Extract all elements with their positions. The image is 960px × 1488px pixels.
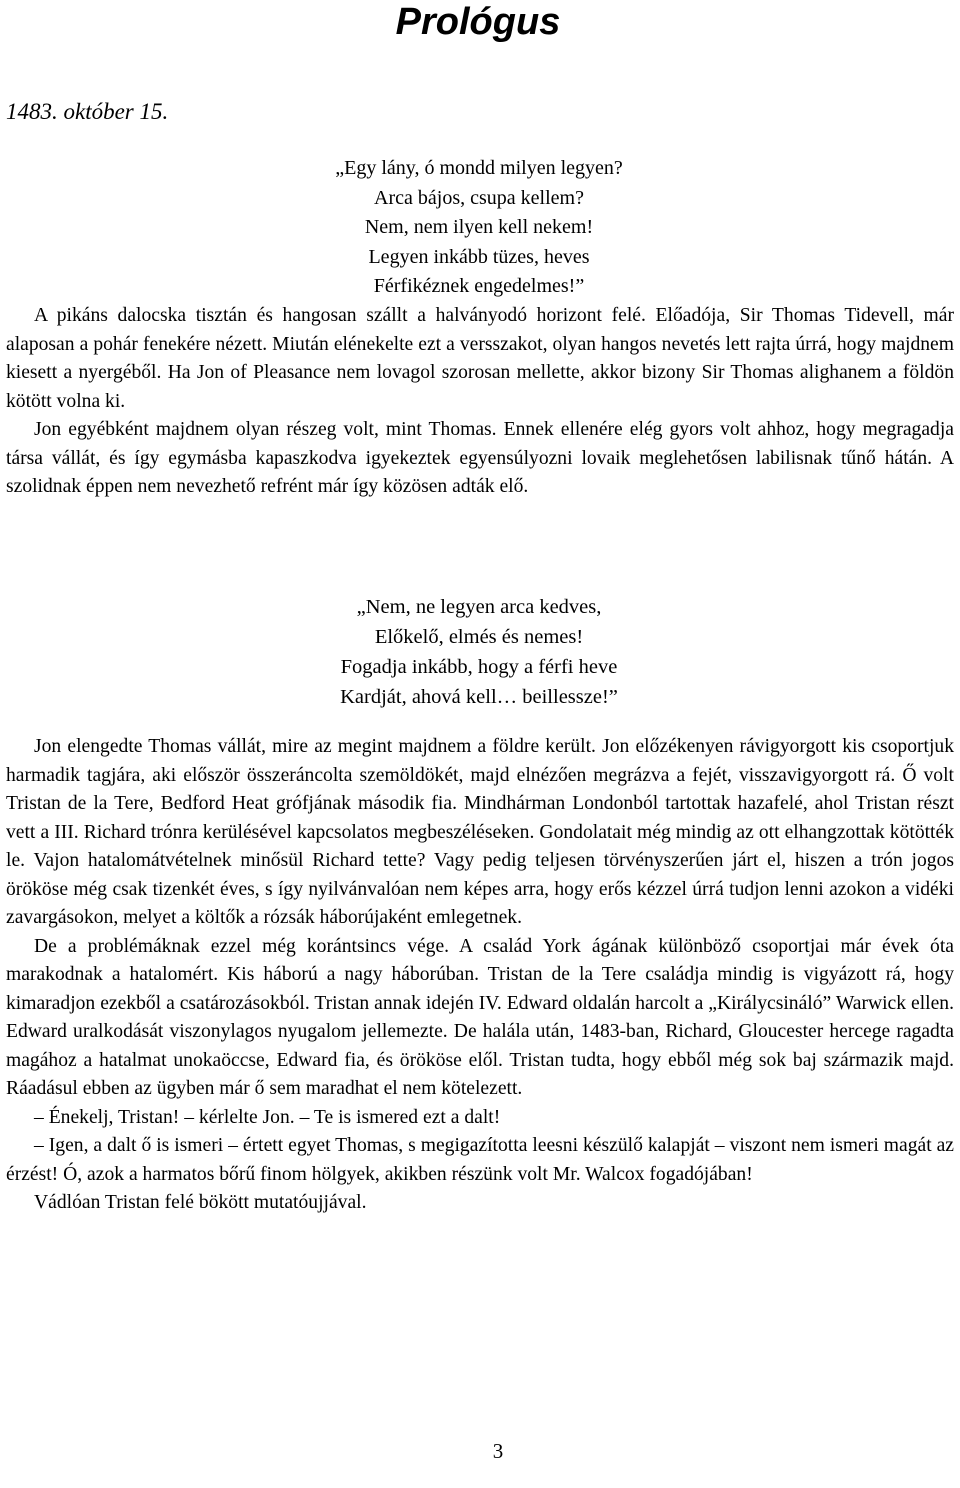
paragraph: Jon elengedte Thomas vállát, mire az megint majdnem a földre került. Jon előzékenyen rávigyorgott kis csoportjuk harmadik tagjára, aki először összeráncolta szemöldökét, majd elnézően megrázva a fejét, visszavigyorgott rá. Ő volt Tristan de la Tere, Bedford Heat grófjának második fia. Mindhárman Londonból tartottak hazafelé, ahol Tristan részt vett a III. Richard trónra kerülésével kapcsolatos megbeszéléseken. Gondolatait még mindig az ott elhangzottak kötötték le. Vajon hatalomátvételnek minősül Richard tette? Vagy pedig teljesen törvényszerűen járt el, hiszen a trón jogos örököse még csak tizenkét éves, s így nyilvánvalóan nem képes arra, hogy erős kézzel úrrá tudjon lenni azokon a vidéki zavargásokon, melyet a költők a rózsák háborújaként emlegetnek. <box>6 736 954 928</box>
chapter-date: 1483. október 15. <box>6 99 169 124</box>
prose-section-2 <box>6 733 954 1218</box>
paragraph: Jon egyébként majdnem olyan részeg volt, mint Thomas. Ennek ellenére elég gyors volt ahhoz, hogy megragadja társa vállát, és így egymásba kapaszkodva igyekeztek egyensúlyozni lovaik meglehetősen labilisnak tűnő hátán. A szolidnak éppen nem nevezhető refrént már így közösen adták elő. <box>6 419 954 497</box>
chapter-title: Prológus <box>395 1 561 43</box>
song-verse-2 <box>0 592 958 712</box>
verse-line: Fogadja inkább, hogy a férfi heve <box>340 656 618 678</box>
verse-line: Előkelő, elmés és nemes! <box>374 626 584 648</box>
verse-line: Arca bájos, csupa kellem? <box>374 186 584 209</box>
verse-line: Legyen inkább tüzes, heves <box>368 245 590 268</box>
paragraph: De a problémáknak ezzel még korántsincs vége. A család York ágának különböző csoportjai már évek óta marakodnak a hatalomért. Kis háború a nagy háborúban. Tristan de la Tere családja mindig is vigyázott rá, hogy kimaradjon ezekből a csatározásokból. Tristan annak idején IV. Edward oldalán harcolt a „Királycsináló” Warwick ellen. Edward uralkodását viszonylagos nyugalom jellemezte. De halála után, 1483-ban, Richard, Gloucester hercege ragadta magához a hatalmat unokaöccse, Edward fia, és örököse elől. Tristan tudta, hogy ebből még sok baj származik majd. Ráadásul ebben az ügyben már ő sem maradhat el nem kötelezett. <box>6 935 954 1099</box>
verse-line: Férfikéznek engedelmes!” <box>373 275 585 297</box>
paragraph: Vádlóan Tristan felé bökött mutatóujjával. <box>34 1192 367 1213</box>
verse-line: Nem, nem ilyen kell nekem! <box>364 216 594 238</box>
verse-line: „Nem, ne legyen arca kedves, <box>356 596 602 618</box>
verse-line: „Egy lány, ó mondd milyen legyen? <box>335 157 623 179</box>
song-verse-1 <box>0 154 958 302</box>
paragraph: A pikáns dalocska tisztán és hangosan szállt a halványodó horizont felé. Előadója, Sir Thomas Tidevell, már alaposan a pohár fenekére nézett. Miután elénekelte ezt a versszakot, olyan hangos nevetés lett rajta úrrá, hogy majdnem kiesett a nyergéből. Ha Jon of Pleasance nem lovagol szorosan mellette, akkor bizony Sir Thomas alighanem a földön kötött volna ki. <box>6 305 954 412</box>
dialogue-paragraph: – Igen, a dalt ő is ismeri – értett egyet Thomas, s megigazította leesni készülő kalapját – viszont nem ismeri magát az érzést! Ó, azok a harmatos bőrű finom hölgyek, akikben részünk volt Mr. Walcox fogadójában! <box>6 1135 954 1185</box>
prose-section-1 <box>6 302 954 502</box>
page-number: 3 <box>492 1439 504 1463</box>
dialogue-paragraph: – Énekelj, Tristan! – kérlelte Jon. – Te is ismered ezt a dalt! <box>34 1106 501 1128</box>
verse-line: Kardját, ahová kell… beillessze!” <box>340 686 618 708</box>
